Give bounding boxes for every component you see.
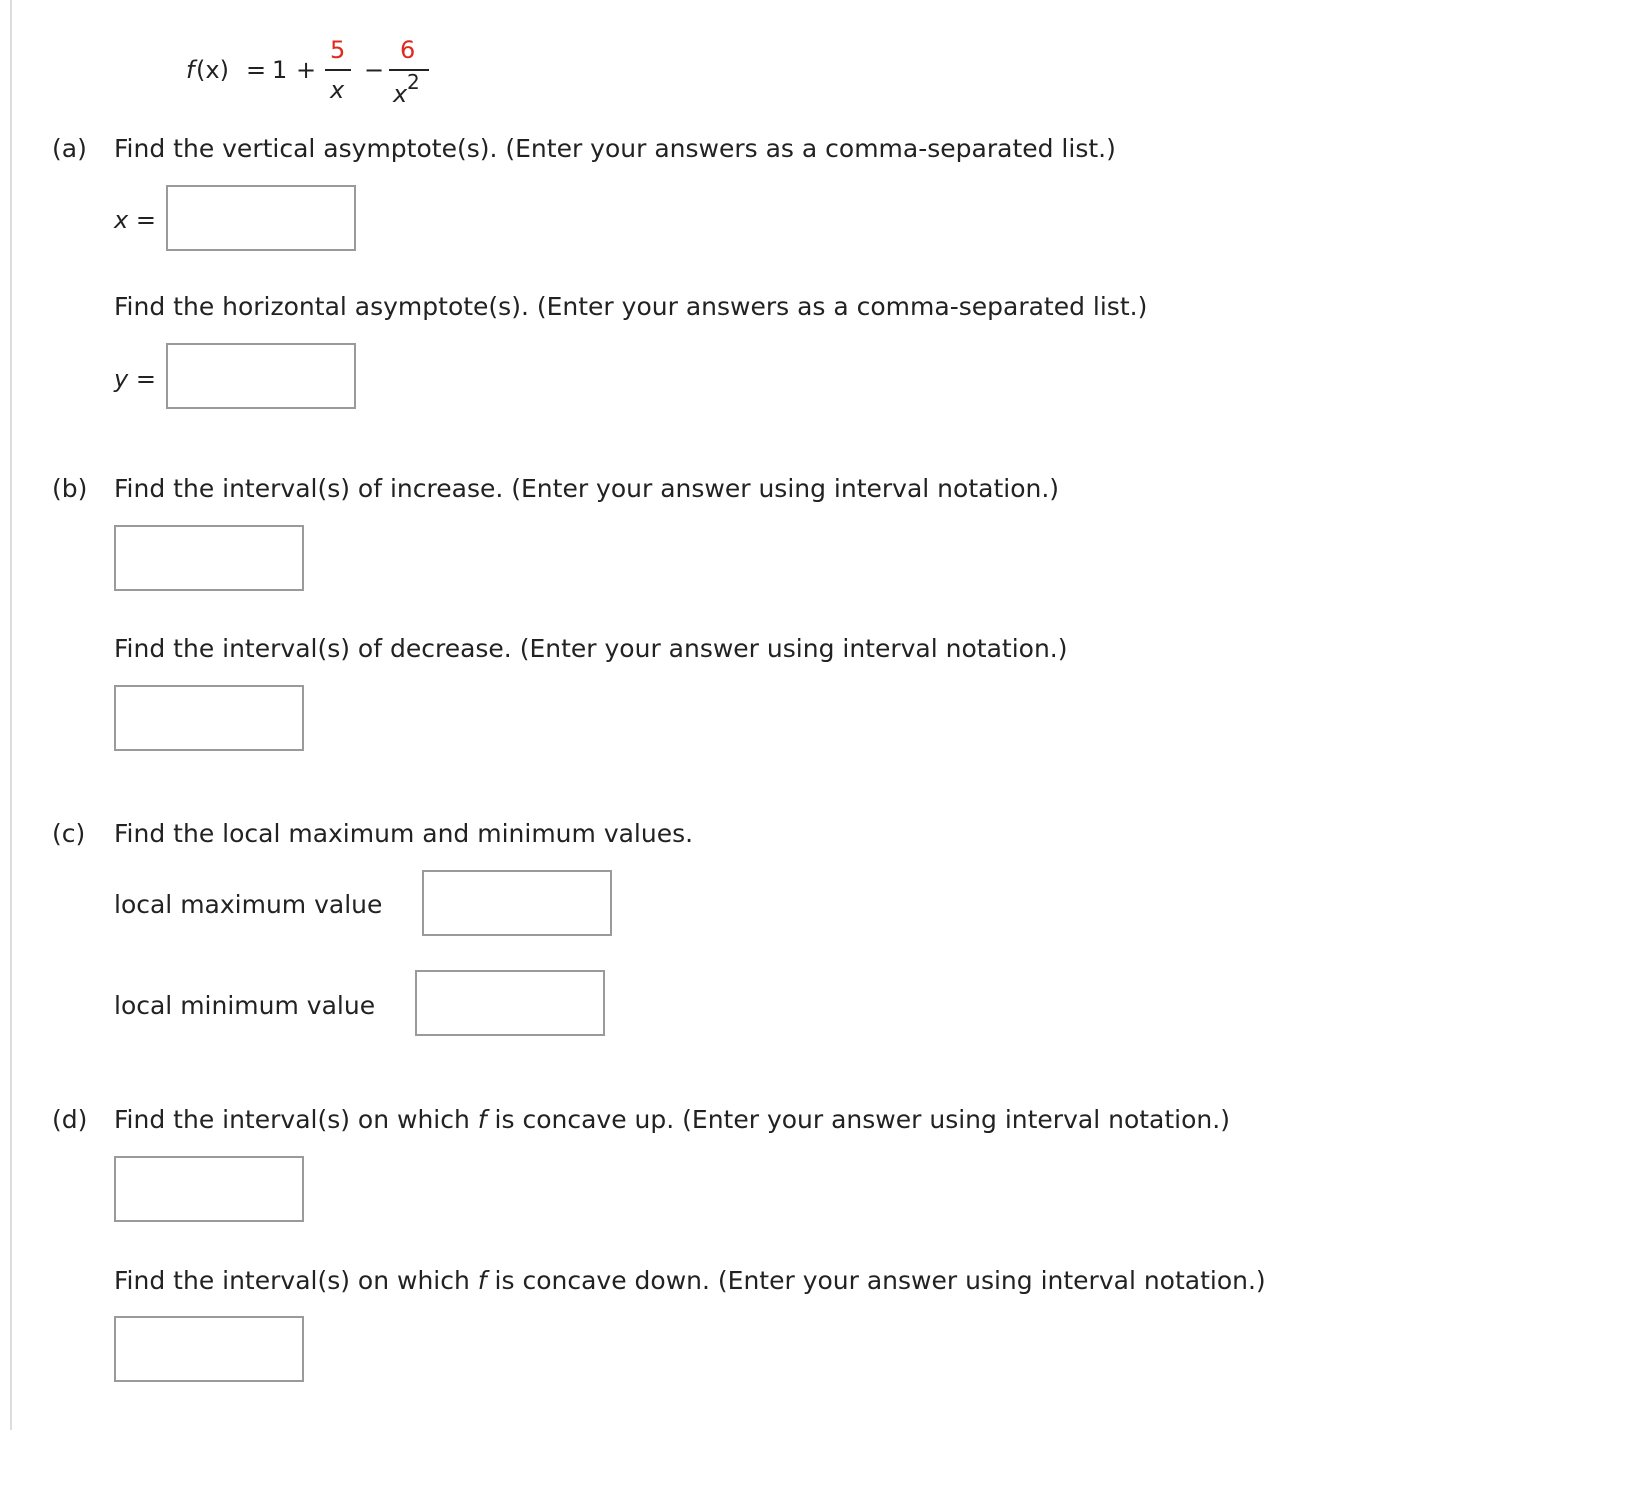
increase-interval-input[interactable] [114,525,304,591]
concave-up-prompt-f: f [477,1105,487,1134]
concave-down-prompt-f: f [477,1266,487,1295]
horizontal-asymptote-prompt: Find the horizontal asymptote(s). (Enter your answers as a comma-separated list.) [114,292,1148,321]
var-x: x [114,206,129,234]
formula-function-name: f [186,56,195,84]
horizontal-asymptote-var-label [114,364,156,394]
equals-sign: = [135,206,156,234]
concave-down-prompt-post: is concave down. (Enter your answer using interval notation.) [486,1266,1266,1295]
fraction2-exponent: 2 [407,70,420,94]
concave-up-prompt-post: is concave up. (Enter your answer using interval notation.) [486,1105,1230,1134]
part-b-label: (b) [52,474,88,503]
concave-down-prompt [114,1266,1266,1296]
horizontal-asymptote-input[interactable] [166,343,356,409]
equals-sign: = [135,365,156,393]
vertical-asymptote-input[interactable] [166,185,356,251]
formula-plus: + [296,56,317,84]
part-d-label: (d) [52,1105,88,1134]
concave-down-prompt-pre: Find the interval(s) on which [114,1266,478,1295]
fraction1-bar [325,69,351,71]
part-c-label: (c) [52,819,86,848]
local-maximum-label: local maximum value [114,890,383,919]
increase-interval-prompt: Find the interval(s) of increase. (Enter your answer using interval notation.) [114,474,1060,503]
left-divider [10,0,12,1430]
concave-down-input[interactable] [114,1316,304,1382]
vertical-asymptote-var-label [114,205,156,235]
var-y: y [114,365,129,393]
fraction2-numerator: 6 [400,36,416,64]
fraction1-denominator: x [330,76,345,104]
local-minimum-label: local minimum value [114,991,376,1020]
formula-minus: − [364,56,385,84]
concave-up-prompt [114,1105,1230,1135]
formula-function-arg: (x) [196,56,229,84]
formula-constant: 1 [272,56,288,84]
decrease-interval-input[interactable] [114,685,304,751]
local-extrema-prompt: Find the local maximum and minimum values. [114,819,694,848]
part-a-label: (a) [52,134,87,163]
local-minimum-input[interactable] [415,970,605,1036]
fraction1-numerator: 5 [330,36,346,64]
local-maximum-input[interactable] [422,870,612,936]
decrease-interval-prompt: Find the interval(s) of decrease. (Enter your answer using interval notation.) [114,634,1068,663]
concave-up-input[interactable] [114,1156,304,1222]
vertical-asymptote-prompt: Find the vertical asymptote(s). (Enter your answers as a comma-separated list.) [114,134,1116,163]
concave-up-prompt-pre: Find the interval(s) on which [114,1105,478,1134]
formula-equals: = [246,56,267,84]
fraction2-denominator: x [393,80,408,108]
